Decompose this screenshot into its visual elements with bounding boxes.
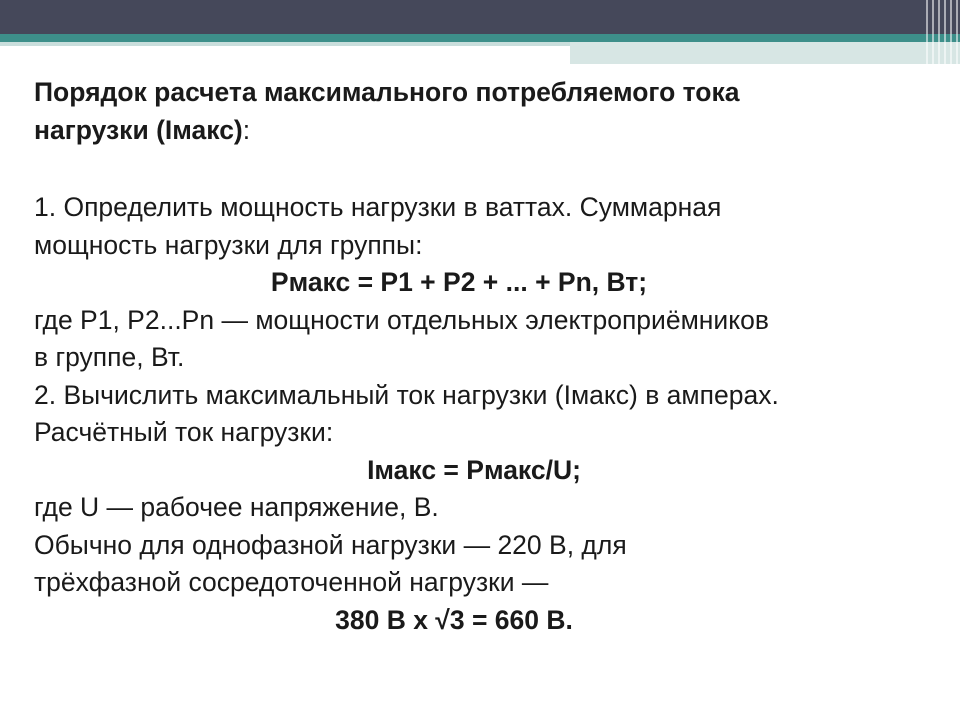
header-light-band: [0, 42, 570, 46]
step1-line-1: 1. Определить мощность нагрузки в ваттах. Суммарная: [34, 192, 722, 222]
step1-where-line-1: где P1, P2...Pn — мощности отдельных электроприёмников: [34, 304, 769, 335]
step1-where-line-2: в группе, Вт.: [34, 342, 185, 372]
step1-line-2: мощность нагрузки для группы:: [34, 229, 423, 260]
slide-body: [34, 74, 944, 639]
title-line-2-text: нагрузки (Iмакс): [34, 114, 243, 145]
voltage-formula: 380 В х √3 = 660 В.: [335, 604, 573, 635]
header-bar: [0, 0, 960, 34]
voltage-note-line-2: трёхфазной сосредоточенной нагрузки —: [34, 567, 549, 597]
header-stripes-decoration: [926, 0, 960, 64]
slide-title: [34, 74, 944, 149]
title-line-2: [34, 112, 944, 150]
current-formula: Iмакс = Pмакс/U;: [367, 454, 581, 485]
header-accent-band: [0, 34, 960, 42]
power-formula: Pмакс = P1 + P2 + ... + Pn, Вт;: [270, 267, 648, 297]
title-colon: :: [242, 114, 251, 145]
step2-line-1: 2. Вычислить максимальный ток нагрузки (Iмакс) в амперах.: [34, 379, 779, 410]
title-line-1: Порядок расчета максимального потребляемого тока: [34, 77, 740, 107]
spacer: [34, 149, 944, 189]
step2-where-line: где U — рабочее напряжение, В.: [34, 492, 439, 522]
header-light-band-right: [570, 42, 960, 64]
voltage-note-line-1: Обычно для однофазной нагрузки — 220 В, для: [34, 529, 627, 560]
step2-line-2: Расчётный ток нагрузки:: [34, 417, 334, 447]
